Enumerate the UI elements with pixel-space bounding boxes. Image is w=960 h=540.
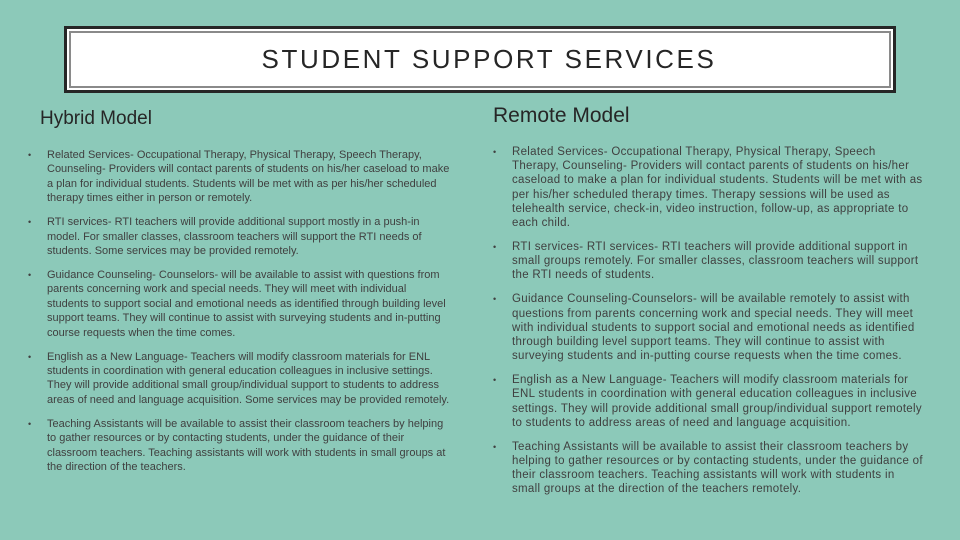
bullet-icon: •	[493, 147, 497, 157]
list-item-text: Teaching Assistants will be available to assist their classroom teachers by helping to gather resources or by contacting students, under the guidance of their classroom teachers. Teaching assistants will work with students in small groups at the direction of the teachers remotely.	[512, 440, 923, 496]
list-item-text: Related Services- Occupational Therapy, Physical Therapy, Speech Therapy, Counseling- Providers will contact parents of students on his/her caseload to make a plan for individual students. Students will be met with as per his/her scheduled therapy times either in person or remotely.	[47, 149, 450, 205]
list-item	[28, 148, 450, 206]
hybrid-model-list	[28, 148, 450, 484]
bullet-icon: •	[28, 418, 32, 429]
list-item-text: English as a New Language- Teachers will modify classroom materials for ENL students in coordination with general education colleagues in inclusive settings. They will provide additional small group/individual support remotely to students to address areas of need and language acquisition.	[512, 374, 922, 429]
list-item	[493, 240, 923, 283]
list-item	[28, 215, 450, 258]
page-title: STUDENT SUPPORT SERVICES	[261, 44, 717, 74]
bullet-icon: •	[28, 150, 32, 160]
list-item-text: English as a New Language- Teachers will modify classroom materials for ENL students in coordination with general education colleagues in inclusive settings. They will provide additional small group/individual support to students to address areas of need and language acquisition. Some services may be provided remotely.	[47, 350, 450, 406]
list-item	[493, 145, 923, 230]
list-item	[28, 417, 450, 475]
list-item	[28, 350, 450, 408]
list-item-text: Teaching Assistants will be available to assist their classroom teachers by helping to gather resources or by contacting students, under the guidance of their classroom teachers. Teaching assistants will work with students in small groups at the direction of the teachers.	[47, 417, 446, 474]
list-item	[493, 373, 923, 430]
bullet-icon: •	[493, 294, 497, 305]
list-item	[28, 268, 450, 340]
list-item-text: Guidance Counseling-Counselors- will be available remotely to assist with questions from parents concerning work and special needs. They will meet with individual students to support social and emotional needs as identified through building level support teams. They will continue to assist with surveying students and in-putting course requests when the time comes.	[512, 293, 915, 363]
bullet-icon: •	[28, 270, 32, 281]
list-item-text: Related Services- Occupational Therapy, Physical Therapy, Speech Therapy, Counseling- Providers will contact parents of students on his/her caseload to make a plan for individual students. Students will be met with as per his/her scheduled therapy times. Therapy sessions will be used as telehealth service, check-in, video instruction, follow-up, as appropriate to each child.	[512, 146, 923, 230]
list-item-text: Guidance Counseling- Counselors- will be available to assist with questions from parents concerning work and special needs. They will meet with individual students to support social and emotional needs as identified through building level support teams. They will continue to assist with surveying students and in-putting course requests when the time comes.	[47, 269, 446, 339]
bullet-icon: •	[28, 217, 32, 228]
bullet-icon: •	[493, 441, 497, 452]
bullet-icon: •	[493, 375, 497, 386]
bullet-icon: •	[28, 351, 32, 362]
remote-model-heading: Remote Model	[493, 104, 630, 127]
remote-model-list	[493, 145, 923, 506]
list-item-text: RTI services- RTI teachers will provide additional support mostly in a push-in model. For smaller classes, classroom teachers will support the RTI needs of students. Some services may be provided remotely.	[47, 216, 422, 258]
list-item	[493, 292, 923, 363]
list-item	[493, 440, 923, 497]
list-item-text: RTI services- RTI services- RTI teachers will provide additional support in small groups remotely. For smaller classes, classroom teachers will support the RTI needs of students.	[512, 241, 919, 282]
title-box	[64, 26, 896, 93]
title-frame	[69, 31, 891, 88]
hybrid-model-heading: Hybrid Model	[40, 108, 152, 129]
bullet-icon: •	[493, 242, 497, 253]
